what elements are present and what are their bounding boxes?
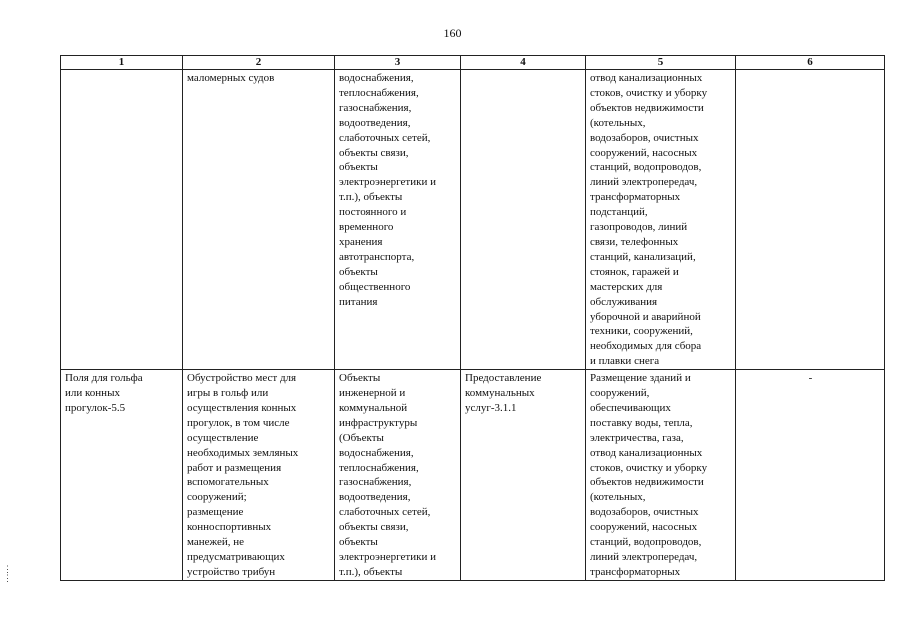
table-cell: - bbox=[736, 370, 885, 581]
column-header: 5 bbox=[586, 56, 736, 70]
table-row bbox=[61, 70, 885, 370]
table-cell bbox=[461, 70, 586, 370]
column-header: 4 bbox=[461, 56, 586, 70]
scan-edge-marks: ⋮ ⋮ bbox=[3, 564, 12, 583]
table-cell: Предоставление коммунальных услуг-3.1.1 bbox=[461, 370, 586, 581]
column-header: 2 bbox=[183, 56, 335, 70]
table-cell: Объекты инженерной и коммунальной инфраструктуры (Объекты водоснабжения, теплоснабжения, газоснабжения, водоотведения, слаботочных сетей, объекты связи, объекты электроэнергетики и т.п.), объекты bbox=[335, 370, 461, 581]
table-cell: маломерных судов bbox=[183, 70, 335, 370]
column-header: 1 bbox=[61, 56, 183, 70]
table-cell bbox=[61, 70, 183, 370]
table-cell: Размещение зданий и сооружений, обеспечивающих поставку воды, тепла, электричества, газа, отвод канализационных стоков, очистку и уборку объектов недвижимости (котельных, водозаборов, очистных сооружений, насосных станций, водопроводов, линий электропередач, трансформаторных bbox=[586, 370, 736, 581]
document-table bbox=[60, 55, 885, 581]
table-cell bbox=[736, 70, 885, 370]
table-header-row bbox=[61, 56, 885, 70]
column-header: 3 bbox=[335, 56, 461, 70]
column-header: 6 bbox=[736, 56, 885, 70]
table-cell: Обустройство мест для игры в гольф или осуществления конных прогулок, в том числе осуществление необходимых земляных работ и размещения вспомогательных сооружений; размещение конноспортивных манежей, не предусматривающих устройство трибун bbox=[183, 370, 335, 581]
table-row bbox=[61, 370, 885, 581]
page-number: 160 bbox=[443, 26, 462, 40]
table-cell: водоснабжения, теплоснабжения, газоснабжения, водоотведения, слаботочных сетей, объекты связи, объекты электроэнергетики и т.п.), объекты постоянного и временного хранения автотранспорта, объекты общественного питания bbox=[335, 70, 461, 370]
table-cell: отвод канализационных стоков, очистку и уборку объектов недвижимости (котельных, водозаборов, очистных сооружений, насосных станций, водопроводов, линий электропередач, трансформаторных подстанций, газопроводов, линий связи, телефонных станций, канализаций, стоянок, гаражей и мастерских для обслуживания уборочной и аварийной техники, сооружений, необходимых для сбора и плавки снега bbox=[586, 70, 736, 370]
table-cell: Поля для гольфа или конных прогулок-5.5 bbox=[61, 370, 183, 581]
